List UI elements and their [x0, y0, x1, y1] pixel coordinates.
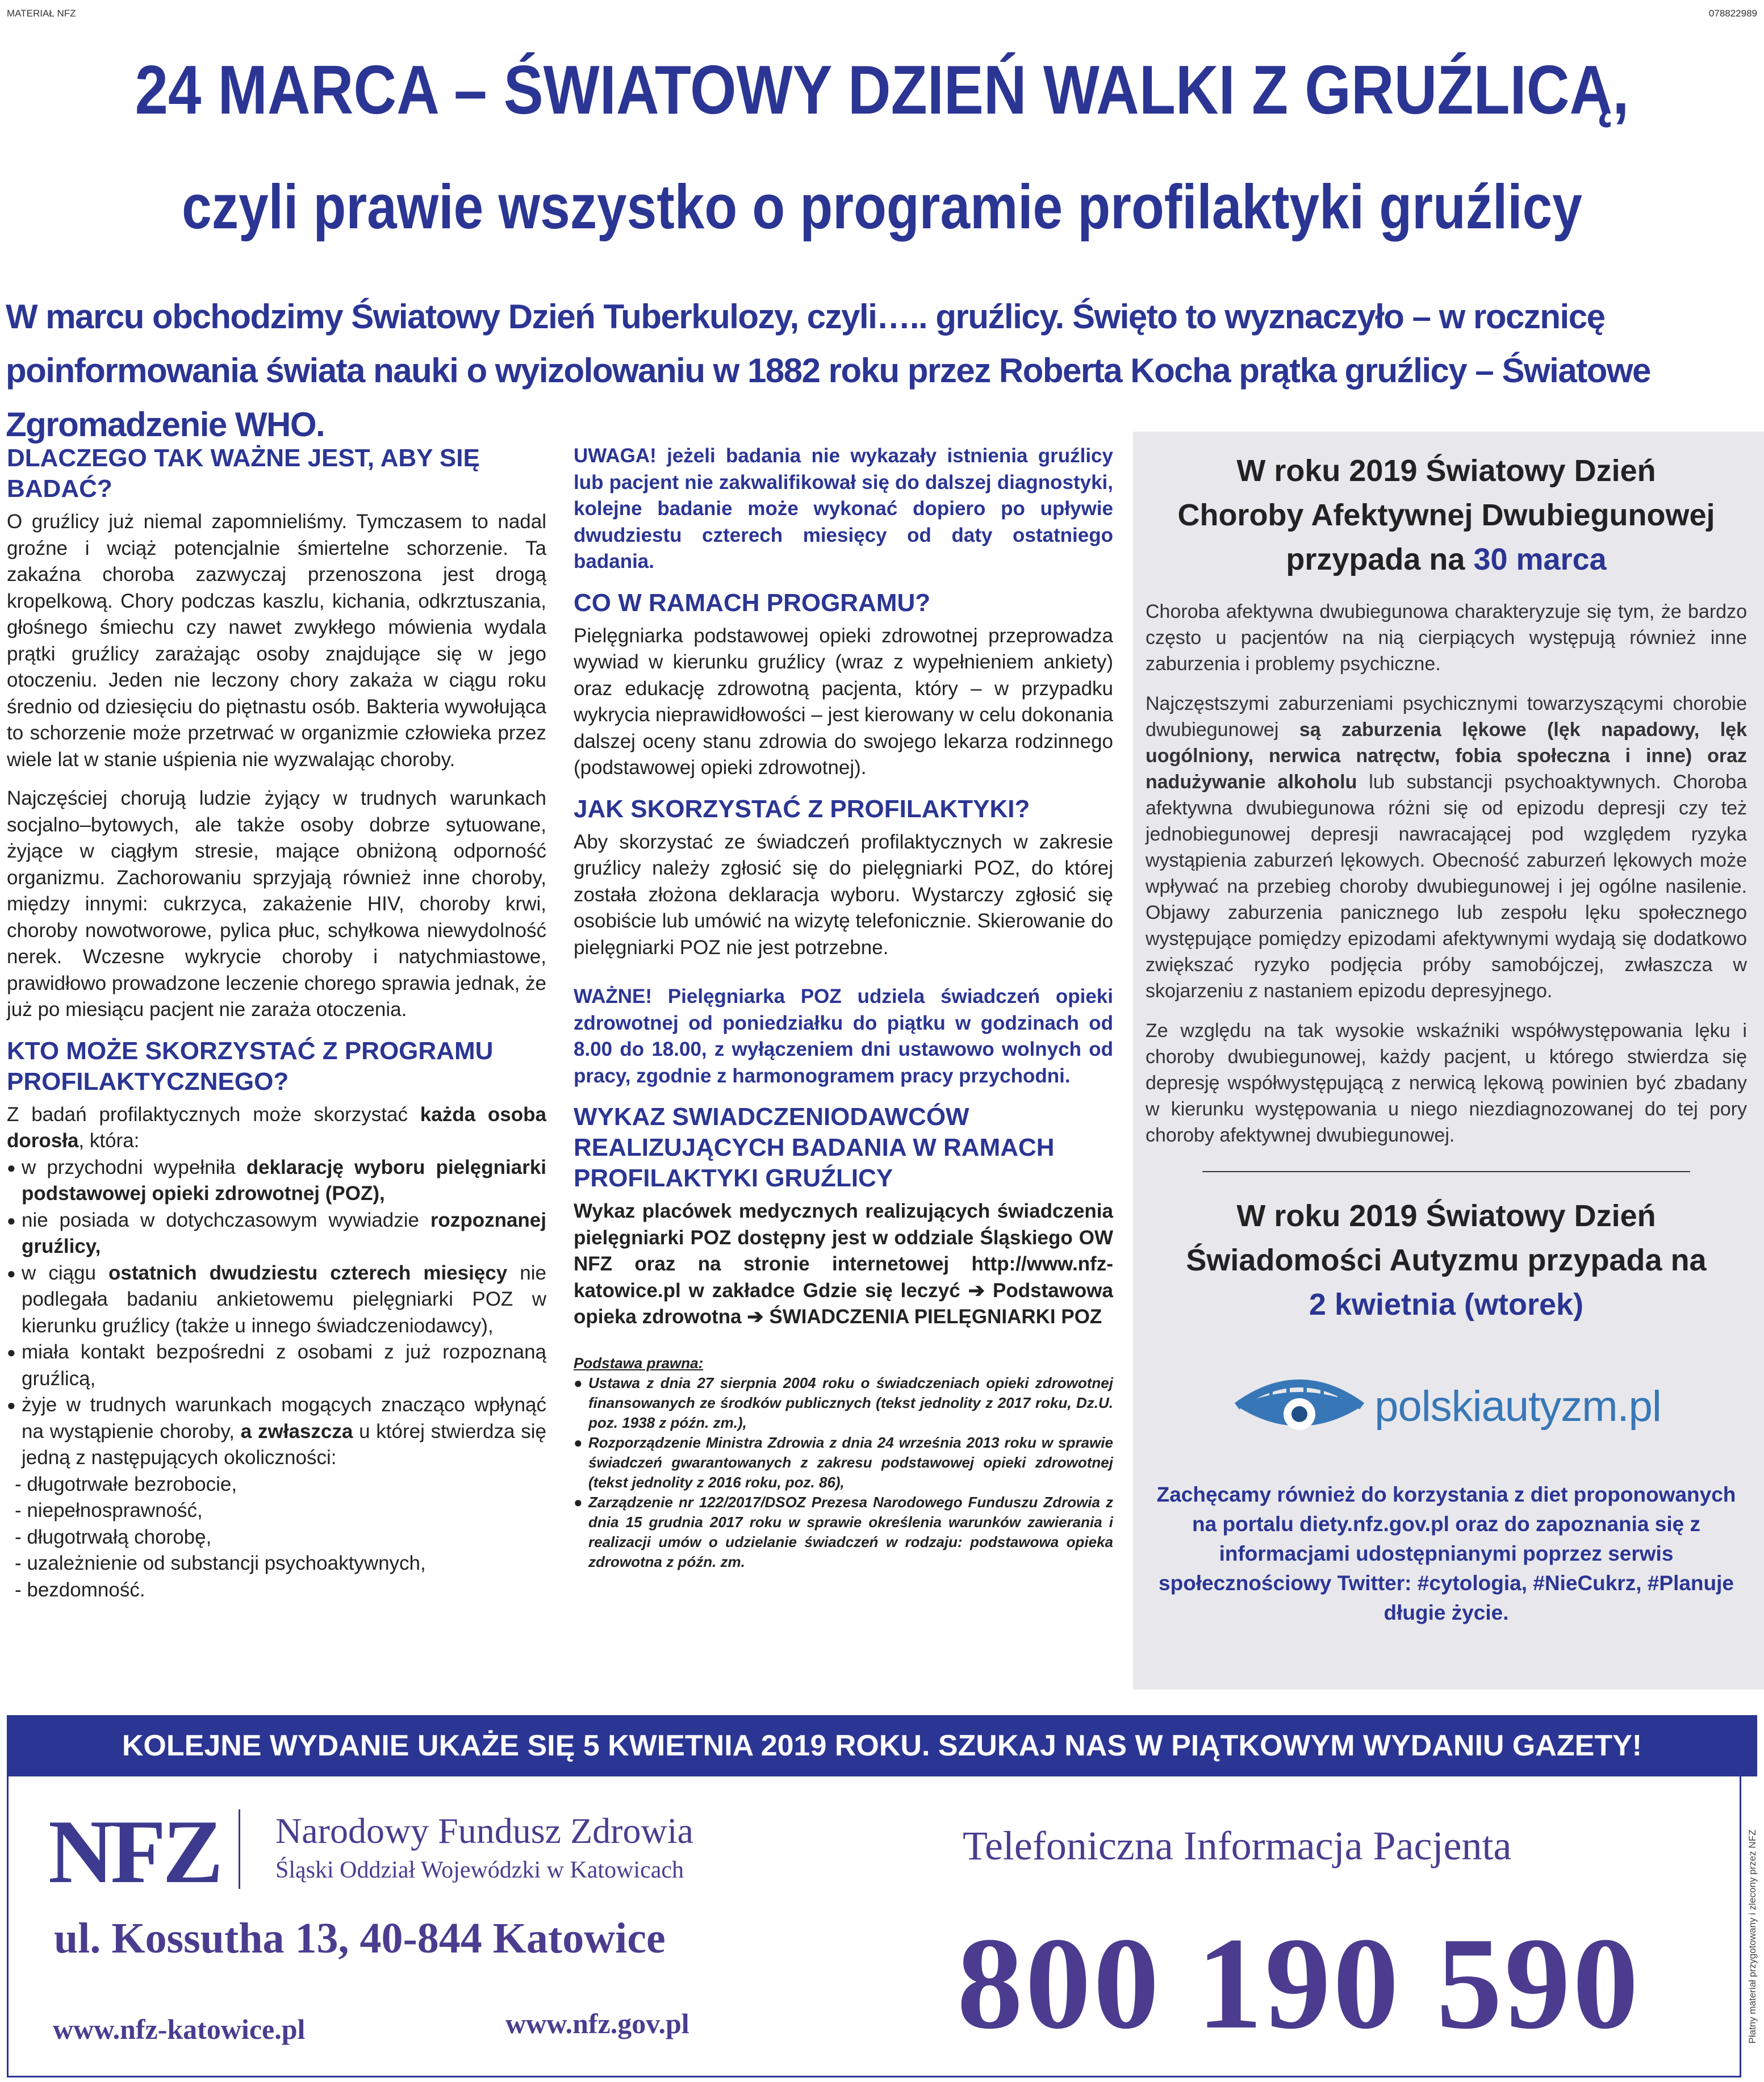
list-item: ● nie posiada w dotychczasowym wywiadzie rozpoznanej gruźlicy, — [7, 1207, 546, 1260]
encouragement-text: Zachęcamy również do korzystania z diet proponowanych na portalu diety.nfz.gov.pl oraz do zapoznania się z informacjami udostępnianymi poprzez serwis społecznościowy Twitter: #cytologia, #NieCukrz, #Planuje długie życie. — [1156, 1483, 1736, 1624]
heading-who: KTO MOŻE SKORZYSTAĆ Z PROGRAMU PROFILAKTYCZNEGO? — [7, 1036, 494, 1096]
heading-line: Świadomości Autyzmu przypada na — [1186, 1243, 1707, 1277]
condition-item: - długotrwałe bezrobocie, — [15, 1473, 237, 1495]
nfz-logo: NFZ — [48, 1801, 220, 1902]
condition-item: - bezdomność. — [15, 1578, 145, 1601]
warning-note: UWAGA! jeżeli badania nie wykazały istnienia gruźlicy lub pacjent nie zakwalifikował się do dalszej diagnostyki, kolejne badanie może wykonać dopiero po upływie dwudziestu czterech miesięcy od daty ostatniego badania. — [574, 445, 1113, 572]
heading-line: przypada na — [1286, 542, 1474, 576]
heading-provider-list: WYKAZ SWIADCZENIODAWCÓW REALIZUJĄCYCH BADANIA W RAMACH PROFILAKTYKI GRUŹLICY — [574, 1103, 1055, 1192]
list-item: ● w przychodni wypełniła deklarację wyboru pielęgniarki podstawowej opieki zdrowotnej (POZ), — [7, 1155, 546, 1207]
legal-item: ● Ustawa z dnia 27 sierpnia 2004 roku o świadczeniach opieki zdrowotnej finansowanych ze środków publicznych (tekst jednolity z 2017 roku, Dz.U. poz. 1938 z późn. zm.), — [574, 1373, 1113, 1433]
paragraph-how: Aby skorzystać ze świadczeń profilaktycznych w zakresie gruźlicy należy zgłosić się do pielęgniarki POZ, do której została złożona deklaracja wyboru. Wystarczy zgłosić się osobiście lub umówić na wizytę telefonicznie. Skierowanie do pielęgniarki POZ nie jest potrzebne. — [574, 830, 1113, 959]
column-left — [7, 443, 546, 1603]
next-issue-banner: KOLEJNE WYDANIE UKAŻE SIĘ 5 KWIETNIA 2019 ROKU. SZUKAJ NAS W PIĄTKOWYM WYDANIU GAZETY! — [7, 1715, 1757, 1776]
heading-how: JAK SKORZYSTAĆ Z PROFILAKTYKI? — [574, 795, 1030, 823]
list-item: ● miała kontakt bezpośredni z osobami z już rozpoznaną gruźlicą, — [7, 1339, 546, 1392]
legal-title: Podstawa prawna: — [574, 1354, 704, 1372]
url-nfz-link[interactable]: www.nfz.gov.pl — [505, 2008, 689, 2039]
who-text-end: , która: — [78, 1130, 140, 1152]
logo-divider — [239, 1809, 240, 1889]
org-branch: Śląski Oddział Wojewódzki w Katowicach — [275, 1857, 684, 1883]
paragraph-provider-list: Wykaz placówek medycznych realizujących świadczenia pielęgniarki POZ dostępny jest w oddziale Śląskiego OW NFZ oraz na stronie internetowej http://www.nfz-katowice.pl w zakładce Gdzie się leczyć ➔ Podstawowa opieka zdrowotna ➔ ŚWIADCZENIA PIELĘGNIARKI POZ — [574, 1200, 1113, 1328]
phone-number[interactable]: 800 190 590 — [957, 1910, 1641, 2056]
paragraph-who — [7, 1102, 546, 1155]
sidebar-box — [1133, 432, 1764, 1690]
condition-item: - długotrwałą chorobę, — [15, 1525, 212, 1548]
heading-line: Choroby Afektywnej Dwubiegunowej — [1177, 498, 1715, 532]
heading-why: DLACZEGO TAK WAŻNE JEST, ABY SIĘ BADAĆ? — [7, 444, 480, 503]
condition-item: - niepełnosprawność, — [15, 1499, 203, 1521]
lead-paragraph: W marcu obchodzimy Światowy Dzień Tuberkulozy, czyli….. gruźlicy. Święto to wyznaczyło – w rocznicę poinformowania świata nauki o wyizolowaniu w 1882 roku przez Roberta Kocha prątka gruźlicy – Światowe Zgromadzenie WHO. — [6, 298, 1650, 444]
autism-logo — [1146, 1366, 1747, 1446]
headline: 24 MARCA – ŚWIATOWY DZIEŃ WALKI Z GRUŹLICĄ, — [135, 51, 1629, 128]
phone-label: Telefoniczna Informacja Pacjenta — [963, 1823, 1512, 1868]
sidebar-heading-autism — [1146, 1194, 1747, 1327]
who-bold: każda osoba dorosła — [7, 1103, 546, 1152]
autism-logo-text: polskiautyzm.pl — [1374, 1382, 1661, 1431]
autism-date: 2 kwietnia (wtorek) — [1309, 1287, 1584, 1322]
condition-item: - uzależnienie od substancji psychoaktywnych, — [15, 1552, 426, 1574]
code-tag: 078822989 — [1708, 8, 1757, 19]
legal-basis — [574, 1353, 1113, 1572]
eligibility-list — [7, 1155, 546, 1471]
divider — [1202, 1171, 1690, 1172]
paragraph-why-1: O gruźlicy już niemal zapomnieliśmy. Tymczasem to nadal groźne i wciąż potencjalnie śmiertelne schorzenie. Ta zakaźna choroba zazwyczaj przenoszona jest drogą kropelkową. Chory podczas kaszlu, kichania, odkrztuszania, głośnego śmiechu czy nawet zwykłego mówienia wydala prątki gruźlicy zarażając osoby znajdujące się w jego otoczeniu. Jeden nie leczony chory zakaża w ciągu roku średnio od dziesięciu do piętnastu osób. Bakteria wywołująca to schorzenie może przetrwać w organizmie człowieka przez wiele lat w stanie uśpienia nie wyzwalając choroby. — [7, 511, 546, 771]
paid-note: Płatny materiał przygotowany i zlecony przez NFZ — [1747, 1829, 1758, 2044]
list-item: ● żyje w trudnych warunkach mogących znacząco wpłynąć na wystąpienie choroby, a zwłaszcza u której stwierdza się jedną z następujących okoliczności: — [7, 1392, 546, 1471]
paragraph-what: Pielęgniarka podstawowej opieki zdrowotnej przeprowadza wywiad w kierunku gruźlicy (wraz z wypełnieniem ankiety) oraz edukację zdrowotną pacjenta, który – w przypadku wykrycia nieprawidłowości – jest kierowany w celu dokonania dalszej oceny stanu zdrowia do swojego lekarza rodzinnego (podstawowej opieki zdrowotnej). — [574, 624, 1113, 779]
paragraph-why-2: Najczęściej chorują ludzie żyjący w trudnych warunkach socjalno–bytowych, ale także osoby dobrze sytuowane, żyjące w ciągłym stresie, mające obniżoną odporność organizmu. Zachorowaniu sprzyjają również inne choroby, między innymi: cukrzyca, zakażenie HIV, choroby krwi, choroby nowotworowe, pylica płuc, schyłkowa niewydolność nerek. Wczesne wykrycie choroby i natychmiastowe, prawidłowo prowadzone leczenie chorego sprawia jednak, że już po miesiącu pacjent nie zaraża otoczenia. — [7, 787, 546, 1021]
important-note: WAŻNE! Pielęgniarka POZ udziela świadczeń opieki zdrowotnej od poniedziałku do piątku w godzinach od 8.00 do 18.00, z wyłączeniem dni ustawowo wolnych od pracy, zgodnie z harmonogramem pracy przychodni. — [574, 985, 1113, 1087]
sidebar-paragraph-2: Najczęstszymi zaburzeniami psychicznymi towarzyszącymi chorobie dwubiegunowej są zaburzenia lękowe (lęk napadowy, lęk uogólniony, nerwica natręctw, fobia społeczna i inne) oraz nadużywanie alkoholu lub substancji psychoaktywnych. Choroba afektywna dwubiegunowa różni się od epizodu depresji czy też jednobiegunowej depresji nawracającej pod względem ryzyka wystąpienia zaburzeń lękowych. Obecność zaburzeń lękowych może wpływać na przebieg choroby dwubiegunowej i jej ogólne nasilenie. Objawy zaburzenia panicznego lub zespołu lęku społecznego występujące pomiędzy epizodami afektywnymi wydają się dodatkowo zwiększać ryzyko podjęcia próby samobójczej, zwłaszcza w skojarzeniu z nastaniem epizodu depresyjnego. — [1146, 693, 1748, 1002]
material-tag: MATERIAŁ NFZ — [7, 8, 76, 19]
heading-line: W roku 2019 Światowy Dzień — [1236, 1199, 1656, 1233]
heading-what: CO W RAMACH PROGRAMU? — [574, 588, 931, 617]
list-item: ● w ciągu ostatnich dwudziestu czterech miesięcy nie podlegała badaniu ankietowemu pielęgniarki POZ w kierunku gruźlicy (także u innego świadczeniodawcy), — [7, 1260, 546, 1340]
address: ul. Kossutha 13, 40-844 Katowice — [54, 1914, 666, 1962]
heading-line: W roku 2019 Światowy Dzień — [1236, 454, 1656, 488]
legal-item: ● Rozporządzenie Ministra Zdrowia z dnia 24 września 2013 roku w sprawie świadczeń gwarantowanych z zakresu podstawowej opieki zdrowotnej (tekst jednolity z 2016 roku, poz. 86), — [574, 1433, 1113, 1492]
subheadline: czyli prawie wszystko o programie profilaktyki gruźlicy — [182, 172, 1582, 242]
footer — [7, 1776, 1741, 2077]
url-katowice-link[interactable]: www.nfz-katowice.pl — [53, 2013, 306, 2045]
org-name: Narodowy Fundusz Zdrowia — [275, 1811, 693, 1851]
sidebar-paragraph-1: Choroba afektywna dwubiegunowa charakteryzuje się tym, że bardzo często u pacjentów na nią cierpiących występują również inne zaburzenia i problemy psychiczne. — [1146, 601, 1747, 675]
bipolar-date: 30 marca — [1473, 542, 1607, 576]
sidebar-heading-bipolar — [1146, 449, 1747, 582]
column-middle — [574, 443, 1113, 1572]
legal-list — [574, 1373, 1113, 1572]
sidebar-paragraph-3: Ze względu na tak wysokie wskaźniki współwystępowania lęku i choroby dwubiegunowej, każdy pacjent, u którego stwierdza się depresję współwystępującą z nerwicą lękową powinien być zbadany w kierunku występowania u niego niezdiagnozowanej do tej pory choroby afektywnej dwubiegunowej. — [1146, 1020, 1747, 1146]
who-text: Z badań profilaktycznych może skorzystać — [7, 1103, 420, 1126]
legal-item: ● Zarządzenie nr 122/2017/DSOZ Prezesa Narodowego Funduszu Zdrowia z dnia 15 grudnia 2017 roku w sprawie określenia warunków zawierania i realizacji umów o udzielanie świadczeń w rodzaju: podstawowa opieka zdrowotna z późn. zm. — [574, 1492, 1113, 1572]
eye-bridge-icon — [1231, 1366, 1368, 1446]
